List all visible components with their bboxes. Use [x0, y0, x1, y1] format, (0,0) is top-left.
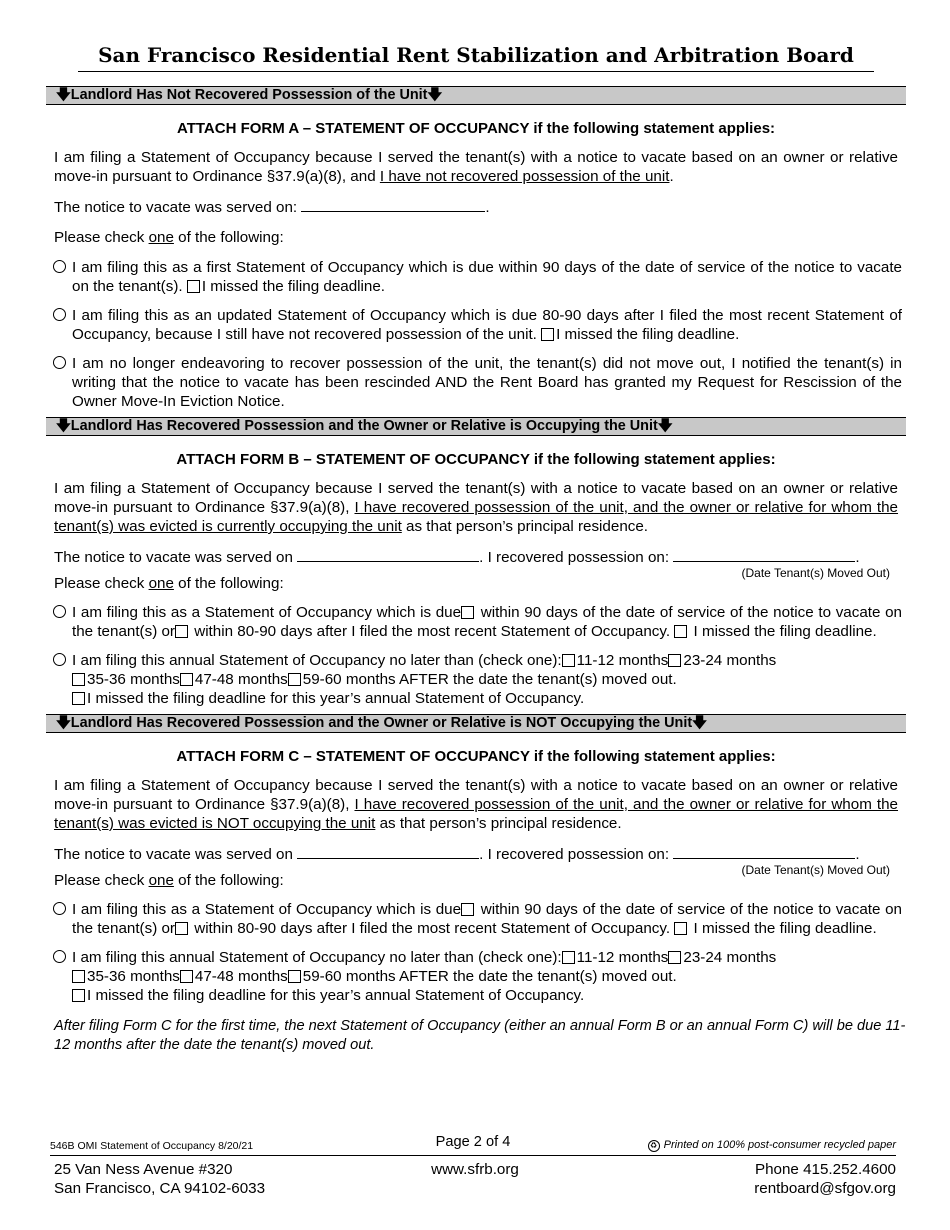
section-a-heading: ATTACH FORM A – STATEMENT OF OCCUPANCY if the following statement applies: [176, 120, 776, 137]
served-date-field-b[interactable] [297, 547, 479, 562]
section-c-statement: I am filing a Statement of Occupancy because I served the tenant(s) with a notice to vacate based on an owner or relative move-in pursuant to Ordinance §37.9(a)(8), I have recovered possession of the unit, and the owner or relative for whom the tenant(s) was evicted is NOT occupying the unit as that person’s principal residence. [54, 777, 899, 832]
checkbox-b2-missed-annual[interactable] [72, 692, 85, 705]
footer-top-row [50, 1133, 896, 1156]
recovered-date-field-b[interactable] [673, 547, 855, 562]
section-c-served-line: The notice to vacate was served on . I recovered possession on: . [54, 846, 860, 863]
checkbox-c1-missed[interactable] [674, 922, 687, 935]
radio-a3[interactable] [53, 356, 66, 369]
section-b-served-line: The notice to vacate was served on . I recovered possession on: . [54, 549, 860, 566]
recycle-icon: ♻ [648, 1140, 660, 1152]
section-c-check-one: Please check one of the following: [54, 872, 284, 889]
radio-c1[interactable] [53, 902, 66, 915]
section-b-heading: ATTACH FORM B – STATEMENT OF OCCUPANCY if the following statement applies: [176, 451, 776, 468]
radio-a1[interactable] [53, 260, 66, 273]
checkbox-b2-35-36[interactable] [72, 673, 85, 686]
section-c-bar: 🡇Landlord Has Recovered Possession and the Owner or Relative is NOT Occupying the Unit🡇 [46, 714, 906, 733]
section-a-bar: 🡇Landlord Has Not Recovered Possession of the Unit🡇 [46, 86, 906, 105]
section-a-option-3: I am no longer endeavoring to recover possession of the unit, the tenant(s) did not move out, I notified the tenant(s) in writing that the notice to vacate has been rescinded AND the Rent Board has granted my Request for Rescission of the Owner Move-In Eviction Notice. [46, 354, 906, 411]
checkbox-b2-59-60[interactable] [288, 673, 301, 686]
checkbox-c2-59-60[interactable] [288, 970, 301, 983]
checkbox-b2-23-24[interactable] [668, 654, 681, 667]
checkbox-c2-missed-annual[interactable] [72, 989, 85, 1002]
date-caption-b: (Date Tenant(s) Moved Out) [741, 566, 890, 580]
form-id: 546B OMI Statement of Occupancy 8/20/21 [50, 1140, 254, 1152]
section-a-served-line: The notice to vacate was served on: . [54, 199, 490, 216]
radio-a2[interactable] [53, 308, 66, 321]
checkbox-c2-35-36[interactable] [72, 970, 85, 983]
footer-website[interactable]: www.sfrb.org [431, 1161, 519, 1178]
footer-address: 25 Van Ness Avenue #320 San Francisco, CA 94102-6033 [54, 1161, 266, 1197]
checkbox-b2-11-12[interactable] [562, 654, 575, 667]
section-c-option-2: I am filing this annual Statement of Occupancy no later than (check one): 11-12 months 23-24 months 35-36 months 47-48 months 59-60 months AFTER the date the tenant(s) moved out. I missed the filing deadline for this year’s annual Statement of Occupancy. [46, 948, 906, 1005]
checkbox-c2-47-48[interactable] [180, 970, 193, 983]
served-date-field-c[interactable] [297, 844, 479, 859]
section-b-bar: 🡇Landlord Has Recovered Possession and the Owner or Relative is Occupying the Unit🡇 [46, 417, 906, 436]
section-a-check-one: Please check one of the following: [54, 229, 284, 246]
checkbox-b1-missed[interactable] [674, 625, 687, 638]
radio-b2[interactable] [53, 653, 66, 666]
footer-phone-email: Phone 415.252.4600 rentboard@sfgov.org [754, 1161, 896, 1197]
checkbox-c2-23-24[interactable] [668, 951, 681, 964]
page-title: San Francisco Residential Rent Stabilization and Arbitration Board [98, 43, 854, 67]
checkbox-b1-90-days[interactable] [461, 606, 474, 619]
page-number: Page 2 of 4 [435, 1134, 511, 1150]
recycled-note: ♻ Printed on 100% post-consumer recycled paper [648, 1136, 896, 1155]
date-caption-c: (Date Tenant(s) Moved Out) [741, 863, 890, 877]
served-date-field-a[interactable] [301, 197, 485, 212]
section-c-heading: ATTACH FORM C – STATEMENT OF OCCUPANCY if the following statement applies: [176, 748, 776, 765]
section-a-option-2: I am filing this as an updated Statement of Occupancy which is due 80-90 days after I filed the most recent Statement of Occupancy, because I still have not recovered possession of the unit. I missed the filing deadline. [46, 306, 906, 344]
radio-b1[interactable] [53, 605, 66, 618]
section-b-check-one: Please check one of the following: [54, 575, 284, 592]
section-b-statement: I am filing a Statement of Occupancy because I served the tenant(s) with a notice to vacate based on an owner or relative move-in pursuant to Ordinance §37.9(a)(8), I have recovered possession of the unit, and the owner or relative for whom the tenant(s) was evicted is currently occupying the unit as that person’s principal residence. [54, 480, 899, 535]
section-a-option-1: I am filing this as a first Statement of Occupancy which is due within 90 days of the date of service of the notice to vacate on the tenant(s). I missed the filing deadline. [46, 258, 906, 296]
checkbox-c1-80-90-days[interactable] [175, 922, 188, 935]
footer-email-link[interactable]: rentboard@sfgov.org [754, 1180, 896, 1197]
section-b-option-1: I am filing this as a Statement of Occupancy which is due within 90 days of the date of service of the notice to vacate on the tenant(s) or within 80-90 days after I filed the most recent Statement of Occupancy. I missed the filing deadline. [46, 603, 906, 641]
recovered-date-field-c[interactable] [673, 844, 855, 859]
section-a-statement: I am filing a Statement of Occupancy because I served the tenant(s) with a notice to vacate based on an owner or relative move-in pursuant to Ordinance §37.9(a)(8), and I have not recovered possession of the unit. [54, 149, 898, 185]
section-b-option-2: I am filing this annual Statement of Occupancy no later than (check one): 11-12 months 23-24 months 35-36 months 47-48 months 59-60 months AFTER the date the tenant(s) moved out. I missed the filing deadline for this year’s annual Statement of Occupancy. [46, 651, 906, 708]
checkbox-a2-missed[interactable] [541, 328, 554, 341]
checkbox-c1-90-days[interactable] [461, 903, 474, 916]
checkbox-b2-47-48[interactable] [180, 673, 193, 686]
section-c-option-1: I am filing this as a Statement of Occupancy which is due within 90 days of the date of service of the notice to vacate on the tenant(s) or within 80-90 days after I filed the most recent Statement of Occupancy. I missed the filing deadline. [46, 900, 906, 938]
checkbox-b1-80-90-days[interactable] [175, 625, 188, 638]
form-c-note: After filing Form C for the first time, the next Statement of Occupancy (either an annual Form B or an annual Form C) will be due 11-12 months after the date the tenant(s) moved out. [54, 1018, 906, 1053]
checkbox-c2-11-12[interactable] [562, 951, 575, 964]
radio-c2[interactable] [53, 950, 66, 963]
checkbox-a1-missed[interactable] [187, 280, 200, 293]
